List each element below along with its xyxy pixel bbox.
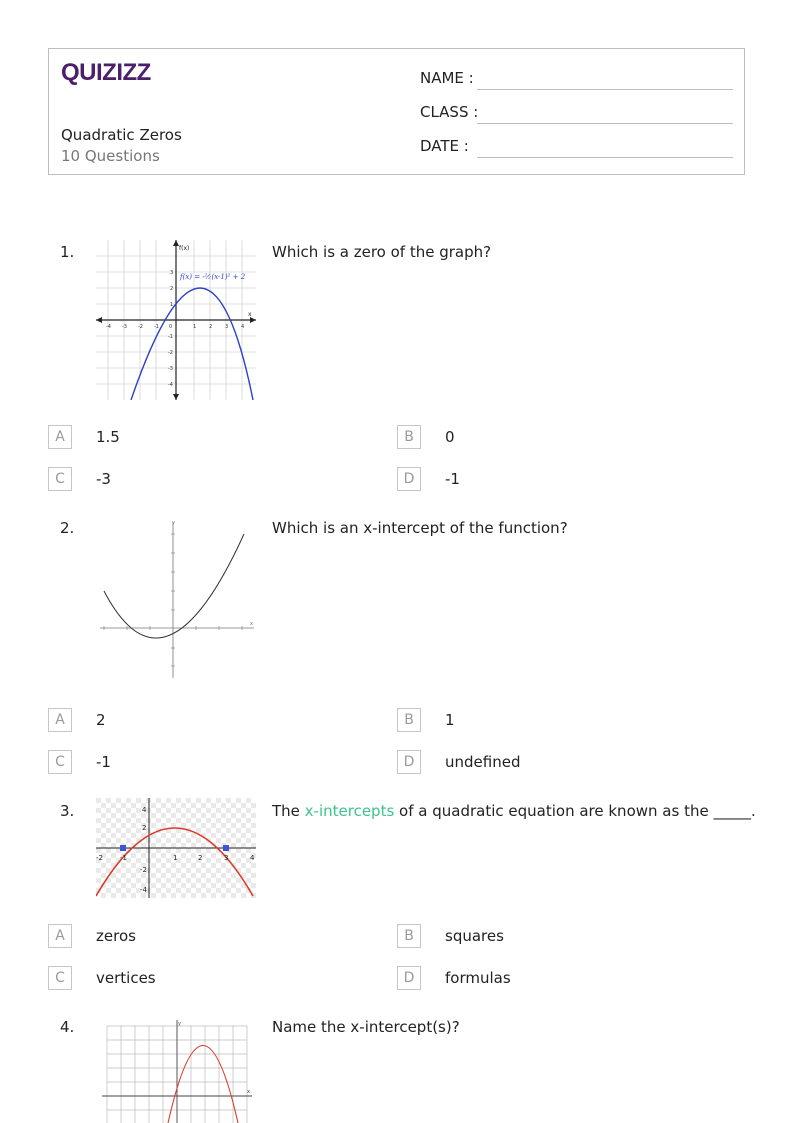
- y-tick: 4: [142, 806, 147, 814]
- option-b-text[interactable]: squares: [445, 927, 504, 945]
- option-c-text[interactable]: -1: [96, 753, 111, 771]
- question-3-graph: [96, 798, 256, 898]
- quizizz-logo: QUIZIZZ: [61, 59, 151, 86]
- option-b-box[interactable]: B: [397, 425, 421, 449]
- option-a-text[interactable]: zeros: [96, 927, 136, 945]
- option-b-text[interactable]: 0: [445, 428, 455, 446]
- y-axis-label: f(x): [179, 245, 190, 252]
- question-2-text: Which is an x-intercept of the function?: [272, 519, 568, 537]
- x-tick: 2: [198, 854, 203, 862]
- y-tick: -4: [168, 382, 173, 388]
- question-count: 10 Questions: [61, 147, 160, 165]
- option-c-text[interactable]: vertices: [96, 969, 156, 987]
- option-d-box[interactable]: D: [397, 750, 421, 774]
- x-axis-label: x: [250, 621, 253, 627]
- question-1-text: Which is a zero of the graph?: [272, 243, 492, 261]
- y-tick: 2: [142, 824, 147, 832]
- question-2-number: 2.: [60, 519, 75, 537]
- y-tick: -3: [168, 366, 173, 372]
- date-field[interactable]: [477, 157, 733, 158]
- option-d-text[interactable]: -1: [445, 470, 460, 488]
- option-a-text[interactable]: 1.5: [96, 428, 120, 446]
- option-c-box[interactable]: C: [48, 966, 72, 990]
- name-field[interactable]: [477, 89, 733, 90]
- x-tick: 2: [209, 324, 213, 330]
- option-c-box[interactable]: C: [48, 750, 72, 774]
- y-tick: -2: [140, 866, 147, 874]
- option-d-box[interactable]: D: [397, 966, 421, 990]
- option-a-box[interactable]: A: [48, 924, 72, 948]
- option-a-text[interactable]: 2: [96, 711, 106, 729]
- question-4-number: 4.: [60, 1018, 75, 1036]
- question-3-text-start: The: [272, 802, 305, 820]
- x-axis-label: x: [248, 311, 252, 318]
- option-b-text[interactable]: 1: [445, 711, 455, 729]
- highlighted-term: x-intercepts: [304, 802, 395, 820]
- y-tick: -4: [140, 886, 147, 894]
- x-tick: 1: [193, 324, 197, 330]
- option-b-box[interactable]: B: [397, 708, 421, 732]
- x-tick: 3: [225, 324, 229, 330]
- x-tick: 3: [224, 854, 229, 862]
- x-tick: 1: [173, 854, 178, 862]
- class-field[interactable]: [477, 123, 733, 124]
- question-3-text-end: of a quadratic equation are known as the _____.: [394, 802, 756, 820]
- x-tick: 0: [169, 324, 173, 330]
- x-tick: -1: [120, 854, 127, 862]
- option-d-text[interactable]: undefined: [445, 753, 521, 771]
- x-tick: -3: [122, 324, 127, 330]
- question-4-graph: [102, 1018, 252, 1123]
- question-1-graph: [96, 240, 256, 400]
- question-1-number: 1.: [60, 243, 75, 261]
- worksheet-header: [48, 48, 745, 175]
- quiz-title: Quadratic Zeros: [61, 126, 182, 144]
- x-tick: -2: [138, 324, 143, 330]
- question-2-graph: [96, 518, 256, 680]
- option-a-box[interactable]: A: [48, 425, 72, 449]
- x-axis-label: x: [247, 1089, 250, 1095]
- function-formula: f(x) = -½(x-1)² + 2: [180, 273, 246, 281]
- y-axis-label: y: [178, 1021, 181, 1027]
- x-tick: -1: [154, 324, 159, 330]
- option-d-text[interactable]: formulas: [445, 969, 511, 987]
- x-tick: 4: [241, 324, 245, 330]
- y-tick: 3: [170, 270, 174, 276]
- question-4-text: Name the x-intercept(s)?: [272, 1018, 460, 1036]
- name-label: NAME :: [420, 69, 474, 87]
- option-c-box[interactable]: C: [48, 467, 72, 491]
- y-tick: 1: [170, 302, 174, 308]
- y-tick: 2: [170, 286, 174, 292]
- option-a-box[interactable]: A: [48, 708, 72, 732]
- date-label: DATE :: [420, 137, 469, 155]
- x-tick: -4: [106, 324, 111, 330]
- y-tick: -2: [168, 350, 173, 356]
- y-tick: -1: [168, 334, 173, 340]
- question-3-text: [272, 802, 756, 820]
- question-3-number: 3.: [60, 802, 75, 820]
- option-d-box[interactable]: D: [397, 467, 421, 491]
- option-c-text[interactable]: -3: [96, 470, 111, 488]
- x-tick: -2: [96, 854, 103, 862]
- class-label: CLASS :: [420, 103, 479, 121]
- option-b-box[interactable]: B: [397, 924, 421, 948]
- x-tick: 4: [250, 854, 255, 862]
- y-axis-label: y: [172, 520, 175, 526]
